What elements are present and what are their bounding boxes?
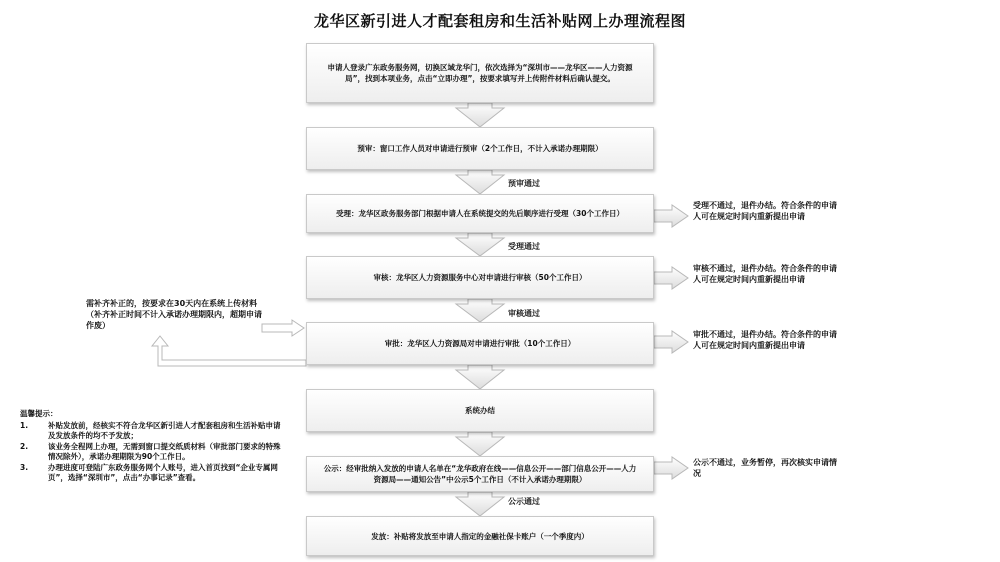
down-arrow-7 xyxy=(456,492,504,516)
step-payout xyxy=(306,516,654,556)
note-review-fail: 审核不通过，退件办结。符合条件的申请人可在规定时间内重新提出申请 xyxy=(693,264,837,284)
down-arrow-2 xyxy=(456,170,504,194)
note-approve-fail: 审批不通过，退件办结。符合条件的申请人可在规定时间内重新提出申请 xyxy=(693,330,837,350)
tips-heading: 温馨提示： xyxy=(20,409,58,418)
tip-item xyxy=(20,442,282,463)
tip-item xyxy=(20,463,282,484)
right-arrow-publicity xyxy=(654,457,688,479)
page-title: 龙华区新引进人才配套租房和生活补贴网上办理流程图 xyxy=(313,12,686,30)
note-supplement: 需补齐补正的，按要求在30天内在系统上传材料（补齐补正时间不计入承诺办理期限内，超期申请作废） xyxy=(86,299,262,330)
tip-number: 2. xyxy=(20,441,29,451)
down-arrow-3 xyxy=(456,233,504,256)
step-review-text: 审核：龙华区人力资源服务中心对申请进行审核（50个工作日） xyxy=(373,273,587,282)
step-close-text: 系统办结 xyxy=(465,406,495,415)
down-arrow-4 xyxy=(456,299,504,322)
tip-text: 该业务全程网上办理，无需到窗口提交纸质材料（审批部门要求的特殊情况除外），承诺办理期限为90个工作日。 xyxy=(48,441,281,461)
tip-item xyxy=(20,421,282,442)
tip-number: 1. xyxy=(20,420,29,430)
step-apply xyxy=(306,43,654,103)
tip-number: 3. xyxy=(20,462,29,472)
down-arrow-6 xyxy=(456,432,504,456)
label-review-pass: 审核通过 xyxy=(508,309,540,318)
tip-text: 补贴发放前，经核实不符合龙华区新引进人才配套租房和生活补贴申请及发放条件的均不予发放； xyxy=(48,420,281,440)
step-precheck-text: 预审：窗口工作人员对申请进行预审（2个工作日，不计入承诺办理期限） xyxy=(357,144,603,153)
step-publicity-text: 公示：经审批纳入发放的申请人名单在“龙华政府在线——信息公开——部门信息公开——人力资源局——通知公告”中公示5个工作日（不计入承诺办理期限） xyxy=(323,464,637,484)
step-approve-text: 审批：龙华区人力资源局对申请进行审批（10个工作日） xyxy=(384,339,576,348)
step-precheck xyxy=(306,127,654,170)
step-approve xyxy=(306,322,654,365)
supplement-in-arrow xyxy=(262,320,304,336)
right-arrow-accept xyxy=(654,205,688,227)
step-review xyxy=(306,256,654,299)
step-apply-text: 申请人登录广东政务服务网，切换区域龙华门，依次选择为“深圳市——龙华区——人力资源局”，找到本项业务，点击“立即办理”，按要求填写并上传附件材料后确认提交。 xyxy=(327,63,633,83)
tip-text: 办理进度可登陆广东政务服务网个人账号，进入首页找到“企业专属网页”，选择“深圳市”，点击“办事记录”查看。 xyxy=(48,462,278,482)
supplement-return-arrow xyxy=(152,336,306,366)
label-accept-pass: 受理通过 xyxy=(508,242,540,251)
label-precheck-pass: 预审通过 xyxy=(508,179,540,188)
step-accept xyxy=(306,194,654,233)
down-arrow-5 xyxy=(456,365,504,389)
right-arrow-approve xyxy=(654,331,688,353)
step-close xyxy=(306,389,654,432)
step-accept-text: 受理：龙华区政务服务部门根据申请人在系统提交的先后顺序进行受理（30个工作日） xyxy=(336,209,624,218)
note-accept-fail: 受理不通过，退件办结。符合条件的申请人可在规定时间内重新提出申请 xyxy=(693,201,837,221)
right-arrow-review xyxy=(654,267,688,289)
step-payout-text: 发放：补贴将发放至申请人指定的金融社保卡账户（一个季度内） xyxy=(371,531,589,541)
label-publicity-pass: 公示通过 xyxy=(508,497,540,506)
tips-box xyxy=(20,409,282,484)
step-publicity xyxy=(306,456,654,492)
note-publicity-fail: 公示不通过，业务暂停，再次核实申请情况 xyxy=(693,458,837,478)
down-arrow-1 xyxy=(456,103,504,127)
